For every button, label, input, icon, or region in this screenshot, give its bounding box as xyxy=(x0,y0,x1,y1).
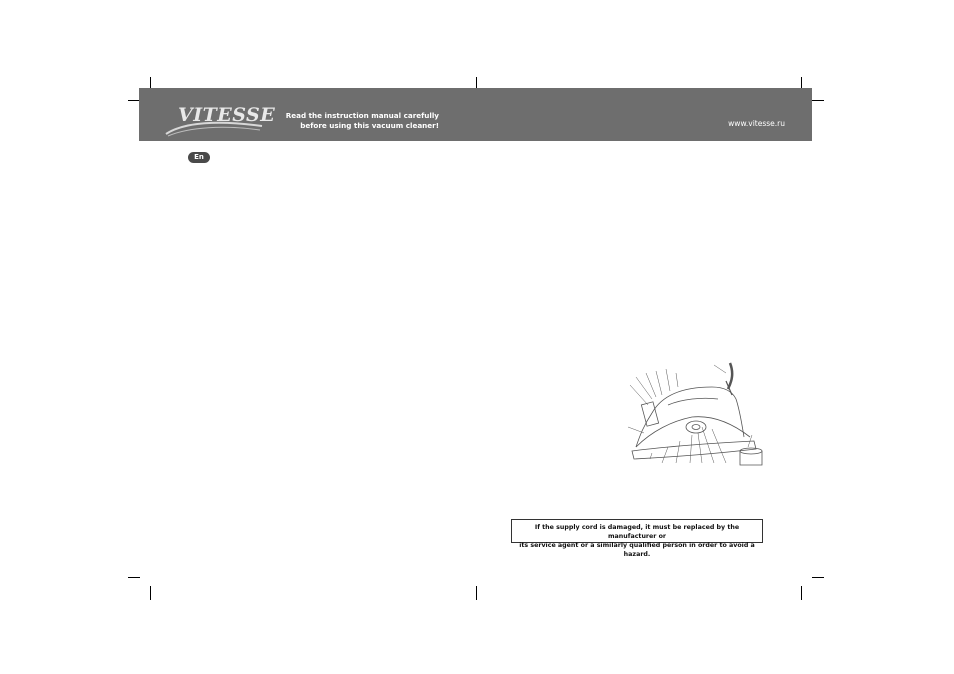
warning-line-2: its service agent or a similarly qualified person in order to avoid a hazard. xyxy=(519,542,755,558)
notice-line-2: before using this vacuum cleaner! xyxy=(300,121,439,130)
crop-mark xyxy=(150,586,151,600)
crop-mark xyxy=(128,577,140,578)
steam-iron-diagram xyxy=(622,355,772,467)
crop-mark xyxy=(812,100,824,101)
crop-mark xyxy=(812,577,824,578)
language-badge: En xyxy=(188,152,210,163)
supply-cord-warning xyxy=(511,519,763,558)
warning-line-1: If the supply cord is damaged, it must be replaced by the manufacturer or xyxy=(534,524,740,540)
brand-logo xyxy=(164,104,276,138)
brand-wordmark: VITESSE xyxy=(178,104,276,126)
header-notice xyxy=(279,111,439,131)
crop-mark xyxy=(801,586,802,600)
notice-line-1: Read the instruction manual carefully xyxy=(285,111,439,120)
header-band xyxy=(139,88,812,141)
crop-mark xyxy=(476,586,477,600)
website-url[interactable]: www.vitesse.ru xyxy=(728,119,785,128)
